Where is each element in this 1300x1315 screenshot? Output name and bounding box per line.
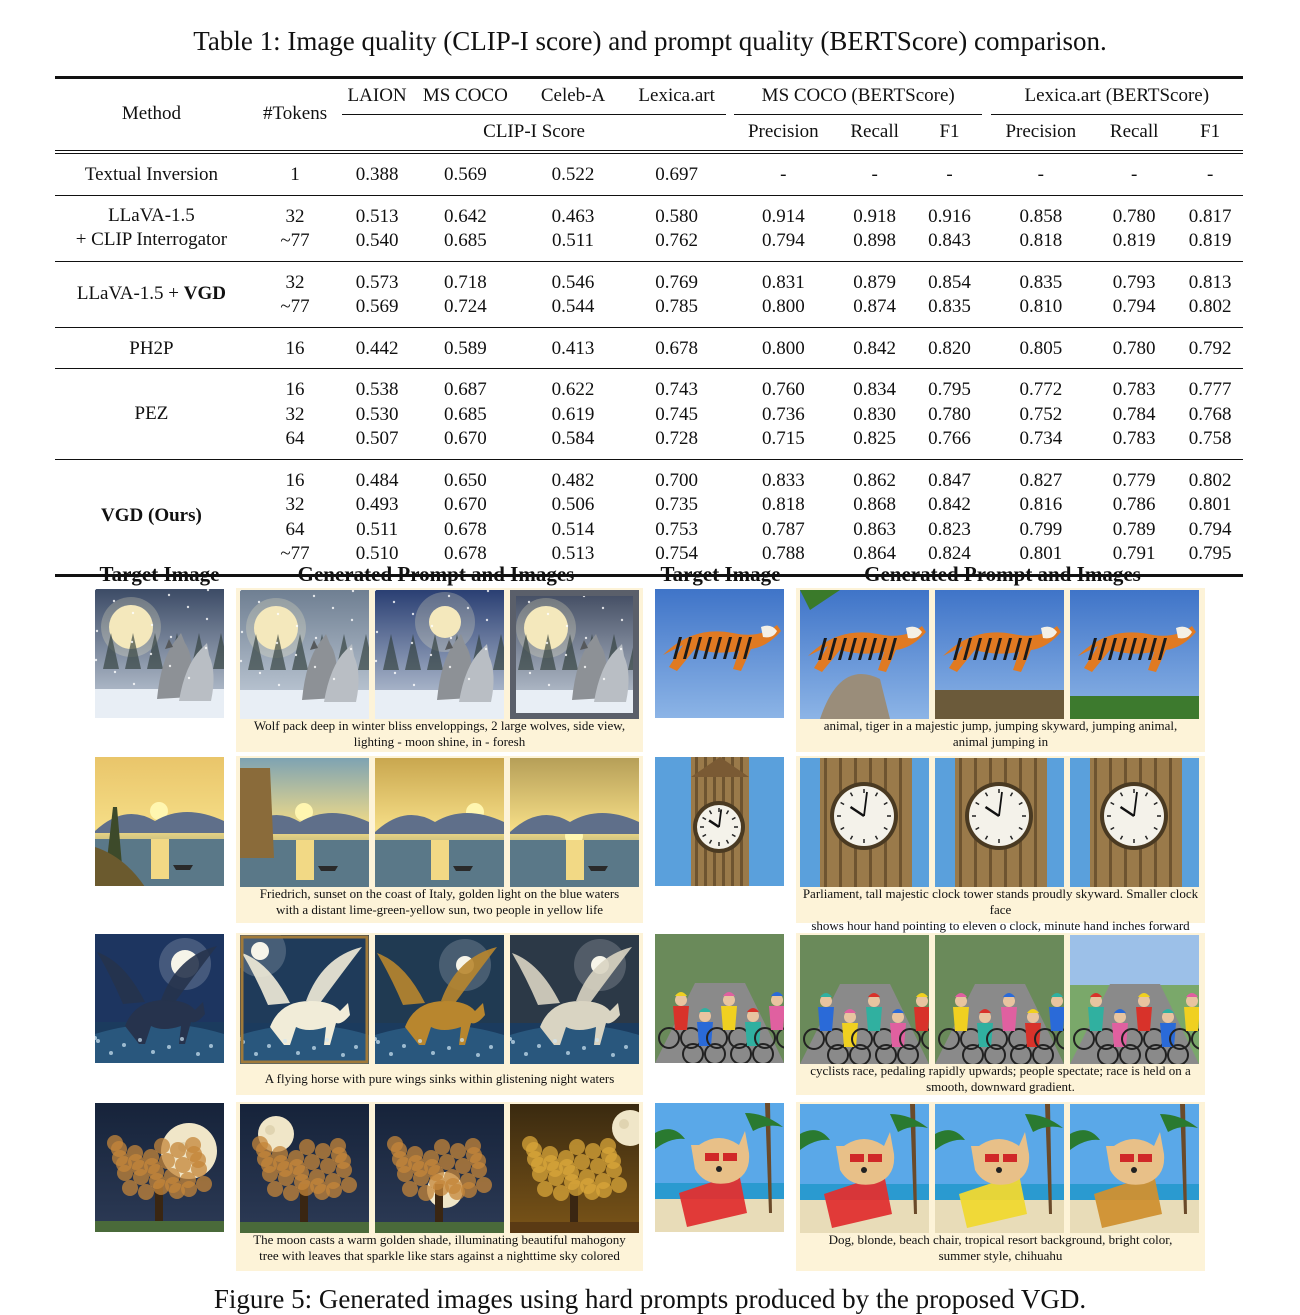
generated-image: [510, 1104, 639, 1233]
tokens-cell: 64: [285, 428, 305, 449]
tokens-cell: 16: [248, 459, 342, 493]
value-cell: 0.847: [917, 459, 983, 493]
table-row: [55, 152, 1243, 195]
generated-panel: [796, 588, 1205, 752]
table-row: [55, 195, 1243, 229]
prompt-line: Parliament, tall majestic clock tower stands proudly skyward. Smaller clock face: [802, 886, 1199, 917]
column-gap: [982, 403, 990, 428]
generated-panel: [236, 1102, 643, 1271]
generated-image: [935, 1104, 1064, 1233]
tokens-cell: ~77: [280, 296, 310, 317]
prompt-line: tree with leaves that sparkle like stars against a nighttime sky colored: [259, 1248, 620, 1263]
generated-image: [240, 1104, 369, 1233]
target-image: [95, 1103, 224, 1232]
table-row: [55, 369, 1243, 403]
column-gap: [726, 369, 734, 403]
generated-prompt: [238, 1071, 641, 1087]
value-cell: 0.544: [551, 296, 595, 317]
prompt-line: summer style, chihuahu: [938, 1248, 1063, 1263]
tokens-cell: 32: [248, 195, 342, 229]
prompt-line: The moon casts a warm golden shade, illuminating beautiful mahogony: [253, 1232, 626, 1247]
generated-header: Generated Prompt and Images: [864, 562, 1141, 586]
target-image: [95, 757, 224, 886]
value-cell: 0.801: [1188, 494, 1232, 515]
prompt-line: animal jumping in: [952, 734, 1049, 749]
value-cell: 0.777: [1177, 369, 1243, 403]
value-cell: 0.862: [833, 459, 917, 493]
value-cell: 0.463: [519, 195, 628, 229]
value-cell: 0.482: [519, 459, 628, 493]
generated-image: [375, 935, 504, 1064]
generated-prompt: [238, 886, 641, 918]
column-gap: [726, 295, 734, 327]
generated-image: [510, 758, 639, 887]
method-line: + CLIP Interrogator: [75, 229, 228, 250]
value-cell: 0.754: [627, 542, 725, 575]
value-cell: 0.530: [355, 403, 399, 425]
generated-panel: [796, 756, 1205, 933]
value-cell: 0.819: [1188, 230, 1232, 251]
value-cell: 0.442: [342, 327, 412, 369]
value-cell: 0.818: [1019, 230, 1063, 251]
value-cell: 0.792: [1177, 327, 1243, 369]
value-cell: 0.823: [928, 518, 971, 540]
column-gap: [726, 403, 734, 428]
value-cell: 0.831: [734, 261, 832, 295]
value-cell: 0.833: [734, 459, 832, 493]
generated-image: [800, 590, 929, 719]
value-cell: 0.743: [627, 369, 725, 403]
generated-image: [510, 935, 639, 1064]
tokens-cell: 32: [248, 261, 342, 295]
value-cell: 0.513: [342, 195, 412, 229]
prompt-line: smooth, downward gradient.: [926, 1079, 1075, 1094]
header-recall: Recall: [850, 121, 899, 143]
value-cell: 0.540: [355, 230, 399, 251]
target-image: [655, 1103, 784, 1232]
tokens-cell: 16: [248, 369, 342, 403]
value-cell: 0.791: [1091, 542, 1177, 575]
prompt-line: lighting - moon shine, in - foresh: [353, 734, 526, 749]
column-gap: [982, 327, 990, 369]
value-cell: 0.863: [853, 518, 896, 540]
value-cell: 0.685: [443, 403, 487, 425]
generated-image: [1070, 758, 1199, 887]
method-cell: [55, 261, 248, 327]
generated-image: [375, 590, 504, 719]
value-cell: 0.522: [519, 152, 628, 195]
value-cell: 0.802: [1177, 459, 1243, 493]
generated-image: [375, 1104, 504, 1233]
value-cell: 0.538: [342, 369, 412, 403]
prompt-line: with a distant lime-green-yellow sun, two people in yellow life: [275, 902, 604, 917]
value-cell: 0.619: [551, 403, 595, 425]
value-cell: 0.800: [761, 296, 805, 317]
generated-image: [935, 758, 1064, 887]
value-cell: 0.736: [761, 403, 805, 425]
generated-image: [1070, 590, 1199, 719]
value-cell: 0.810: [1019, 296, 1063, 317]
value-cell: 0.511: [356, 518, 399, 540]
value-cell: 0.642: [412, 195, 519, 229]
method-cell: [55, 327, 248, 369]
target-image: [655, 757, 784, 886]
column-gap: [982, 295, 990, 327]
value-cell: 0.735: [655, 494, 699, 515]
tokens-cell: ~77: [248, 542, 342, 575]
value-cell: 0.916: [917, 195, 983, 229]
value-cell: 0.769: [627, 261, 725, 295]
column-gap: [982, 369, 990, 403]
value-cell: 0.835: [991, 261, 1092, 295]
value-cell: 0.794: [1112, 296, 1156, 317]
value-cell: 0.794: [761, 230, 805, 251]
generated-prompt: [238, 718, 641, 750]
value-cell: -: [917, 152, 983, 195]
header-tokens: #Tokens: [248, 78, 342, 153]
table-caption: Table 1: Image quality (CLIP-I score) and prompt quality (BERTScore) comparison.: [193, 26, 1107, 56]
value-cell: 0.670: [443, 428, 487, 449]
generated-prompt: [798, 718, 1203, 750]
value-cell: 0.546: [519, 261, 628, 295]
value-cell: 0.842: [833, 327, 917, 369]
value-cell: -: [991, 152, 1092, 195]
value-cell: 0.783: [1091, 369, 1177, 403]
value-cell: 0.589: [412, 327, 519, 369]
header-method: Method: [55, 78, 248, 153]
value-cell: 0.724: [443, 296, 487, 317]
method-line: LLaVA-1.5: [108, 204, 195, 226]
generated-image: [935, 590, 1064, 719]
generated-image: [800, 1104, 929, 1233]
value-cell: 0.758: [1188, 428, 1232, 449]
prompt-line: A flying horse with pure wings sinks within glistening night waters: [264, 1071, 615, 1086]
generated-panel: [796, 933, 1205, 1095]
value-cell: 0.789: [1112, 518, 1156, 540]
value-cell: 0.484: [342, 459, 412, 493]
value-cell: 0.780: [928, 403, 971, 425]
target-image: [95, 589, 224, 718]
table-row: [55, 459, 1243, 493]
value-cell: 0.793: [1091, 261, 1177, 295]
value-cell: 0.784: [1112, 403, 1156, 425]
prompt-line: cyclists race, pedaling rapidly upwards; people spectate; race is held on a: [810, 1063, 1191, 1078]
generated-image: [510, 590, 639, 719]
value-cell: 0.569: [355, 296, 399, 317]
value-cell: 0.687: [412, 369, 519, 403]
header-celeba: Celeb-A: [519, 78, 628, 115]
value-cell: 0.728: [655, 428, 699, 449]
value-cell: 0.898: [853, 230, 896, 251]
value-cell: 0.413: [519, 327, 628, 369]
method-name: PEZ: [134, 402, 169, 424]
value-cell: 0.825: [853, 428, 896, 449]
value-cell: 0.858: [991, 195, 1092, 229]
value-cell: 0.879: [833, 261, 917, 295]
column-gap: [726, 195, 734, 229]
value-cell: 0.752: [1019, 403, 1063, 425]
header-clip-i-score: CLIP-I Score: [483, 121, 585, 143]
value-cell: 0.874: [853, 296, 896, 317]
generated-image: [240, 935, 369, 1064]
results-table: [55, 76, 1243, 577]
value-cell: 0.918: [833, 195, 917, 229]
value-cell: 0.834: [833, 369, 917, 403]
column-gap: [982, 459, 990, 493]
target-image: [95, 934, 224, 1063]
value-cell: 0.819: [1112, 230, 1156, 251]
header-lexica: Lexica.art: [627, 78, 725, 115]
value-cell: 0.650: [412, 459, 519, 493]
column-gap: [726, 229, 734, 261]
generated-prompt: [798, 1232, 1203, 1264]
value-cell: 0.795: [1177, 542, 1243, 575]
value-cell: 0.864: [833, 542, 917, 575]
generated-image: [1070, 935, 1199, 1064]
value-cell: 0.506: [551, 494, 595, 515]
value-cell: 0.827: [991, 459, 1092, 493]
generated-prompt: [798, 886, 1203, 934]
value-cell: 0.569: [412, 152, 519, 195]
table-row: [55, 261, 1243, 295]
value-cell: 0.914: [734, 195, 832, 229]
value-cell: 0.734: [1019, 428, 1063, 449]
header-precision: Precision: [1005, 121, 1077, 143]
column-gap: [982, 518, 990, 543]
value-cell: 0.780: [1091, 195, 1177, 229]
value-cell: -: [1177, 152, 1243, 195]
target-image-header: Target Image: [660, 562, 781, 586]
column-gap: [726, 327, 734, 369]
value-cell: 0.493: [355, 494, 399, 515]
value-cell: 0.678: [443, 518, 487, 540]
value-cell: 0.700: [627, 459, 725, 493]
method-cell: [55, 195, 248, 261]
column-gap: [726, 261, 734, 295]
column-gap: [726, 427, 734, 459]
method-name: PH2P: [129, 337, 174, 359]
header-f1: F1: [1200, 121, 1221, 143]
value-cell: 0.818: [761, 494, 805, 515]
header-lexica-bertscore: Lexica.art (BERTScore): [991, 78, 1243, 115]
header-mscoco: MS COCO: [412, 78, 519, 115]
column-gap: [982, 195, 990, 229]
value-cell: 0.824: [917, 542, 983, 575]
generated-image: [800, 935, 929, 1064]
value-cell: 0.718: [412, 261, 519, 295]
generated-image: [935, 935, 1064, 1064]
target-image: [655, 934, 784, 1063]
value-cell: 0.820: [917, 327, 983, 369]
generated-panel: [796, 1102, 1205, 1271]
value-cell: 0.854: [917, 261, 983, 295]
value-cell: 0.753: [655, 518, 699, 540]
method-cell: [55, 152, 248, 195]
value-cell: 0.670: [443, 494, 487, 515]
value-cell: 0.762: [655, 230, 699, 251]
value-cell: 0.780: [1091, 327, 1177, 369]
value-cell: 0.786: [1112, 494, 1156, 515]
method-cell: [55, 459, 248, 575]
value-cell: 0.801: [991, 542, 1092, 575]
value-cell: 0.842: [928, 494, 971, 515]
generated-prompt: [798, 1063, 1203, 1095]
column-gap: [982, 261, 990, 295]
generated-image: [240, 758, 369, 887]
column-gap: [982, 427, 990, 459]
generated-image: [1070, 1104, 1199, 1233]
prompt-line: Dog, blonde, beach chair, tropical resort background, bright color,: [828, 1232, 1173, 1247]
tokens-cell: 1: [248, 152, 342, 195]
value-cell: 0.802: [1188, 296, 1232, 317]
tokens-cell: 16: [248, 327, 342, 369]
generated-panel: [236, 756, 643, 923]
column-gap: [982, 229, 990, 261]
value-cell: 0.510: [342, 542, 412, 575]
generated-header: Generated Prompt and Images: [297, 562, 575, 586]
header-laion: LAION: [342, 78, 412, 115]
tokens-cell: 64: [285, 518, 305, 540]
column-gap: [726, 152, 734, 195]
column-gap: [982, 152, 990, 195]
value-cell: 0.697: [627, 152, 725, 195]
value-cell: 0.678: [412, 542, 519, 575]
value-cell: 0.783: [1112, 428, 1156, 449]
column-gap: [726, 518, 734, 543]
value-cell: 0.580: [627, 195, 725, 229]
column-gap: [726, 459, 734, 493]
target-image-header: Target Image: [99, 562, 220, 586]
value-cell: 0.816: [1019, 494, 1063, 515]
value-cell: 0.715: [761, 428, 805, 449]
target-image: [655, 589, 784, 718]
header-mscoco-bertscore: MS COCO (BERTScore): [734, 78, 982, 115]
generated-panel: [236, 933, 643, 1095]
value-cell: 0.794: [1188, 518, 1232, 540]
value-cell: 0.745: [655, 403, 699, 425]
column-gap: [726, 493, 734, 518]
prompt-line: Wolf pack deep in winter bliss enveloppings, 2 large wolves, side view,: [253, 718, 626, 733]
value-cell: 0.513: [519, 542, 628, 575]
generated-image: [240, 590, 369, 719]
tokens-cell: 32: [285, 494, 305, 515]
value-cell: 0.760: [734, 369, 832, 403]
value-cell: 0.788: [734, 542, 832, 575]
generated-panel: [236, 588, 643, 752]
generated-image: [800, 758, 929, 887]
method-name: VGD (Ours): [101, 505, 202, 527]
value-cell: 0.868: [853, 494, 896, 515]
value-cell: 0.678: [627, 327, 725, 369]
value-cell: 0.685: [443, 230, 487, 251]
prompt-line: Friedrich, sunset on the coast of Italy, golden light on the blue waters: [259, 886, 620, 901]
value-cell: 0.584: [551, 428, 595, 449]
method-name: LLaVA-1.5 +: [76, 282, 184, 304]
value-cell: 0.779: [1091, 459, 1177, 493]
figure-caption: Figure 5: Generated images using hard prompts produced by the proposed VGD.: [213, 1284, 1087, 1314]
value-cell: 0.772: [991, 369, 1092, 403]
header-recall: Recall: [1109, 121, 1159, 143]
method-name: Textual Inversion: [84, 164, 219, 185]
value-cell: 0.785: [655, 296, 699, 317]
header-precision: Precision: [747, 121, 819, 143]
value-cell: 0.787: [761, 518, 805, 540]
value-cell: -: [833, 152, 917, 195]
value-cell: 0.514: [551, 518, 595, 540]
value-cell: 0.511: [552, 230, 595, 251]
tokens-cell: ~77: [280, 230, 310, 251]
value-cell: 0.768: [1188, 403, 1232, 425]
value-cell: 0.799: [1019, 518, 1063, 540]
prompt-line: animal, tiger in a majestic jump, jumping skyward, jumping animal,: [823, 718, 1178, 733]
value-cell: 0.388: [342, 152, 412, 195]
value-cell: 0.843: [928, 230, 971, 251]
value-cell: 0.817: [1177, 195, 1243, 229]
value-cell: 0.766: [928, 428, 971, 449]
value-cell: -: [1091, 152, 1177, 195]
header-f1: F1: [939, 121, 960, 143]
generated-image: [375, 758, 504, 887]
method-name-bold: VGD: [183, 282, 227, 304]
value-cell: 0.795: [917, 369, 983, 403]
column-gap: [982, 493, 990, 518]
value-cell: 0.830: [853, 403, 896, 425]
value-cell: 0.507: [355, 428, 399, 449]
generated-prompt: [238, 1232, 641, 1264]
table-row: [55, 327, 1243, 369]
prompt-line: shows hour hand pointing to eleven o clock, minute hand inches forward: [811, 918, 1190, 933]
value-cell: 0.835: [928, 296, 971, 317]
value-cell: 0.622: [519, 369, 628, 403]
value-cell: 0.573: [342, 261, 412, 295]
value-cell: -: [734, 152, 832, 195]
tokens-cell: 32: [285, 403, 305, 425]
value-cell: 0.805: [991, 327, 1092, 369]
value-cell: 0.800: [734, 327, 832, 369]
method-cell: [55, 369, 248, 460]
value-cell: 0.813: [1177, 261, 1243, 295]
